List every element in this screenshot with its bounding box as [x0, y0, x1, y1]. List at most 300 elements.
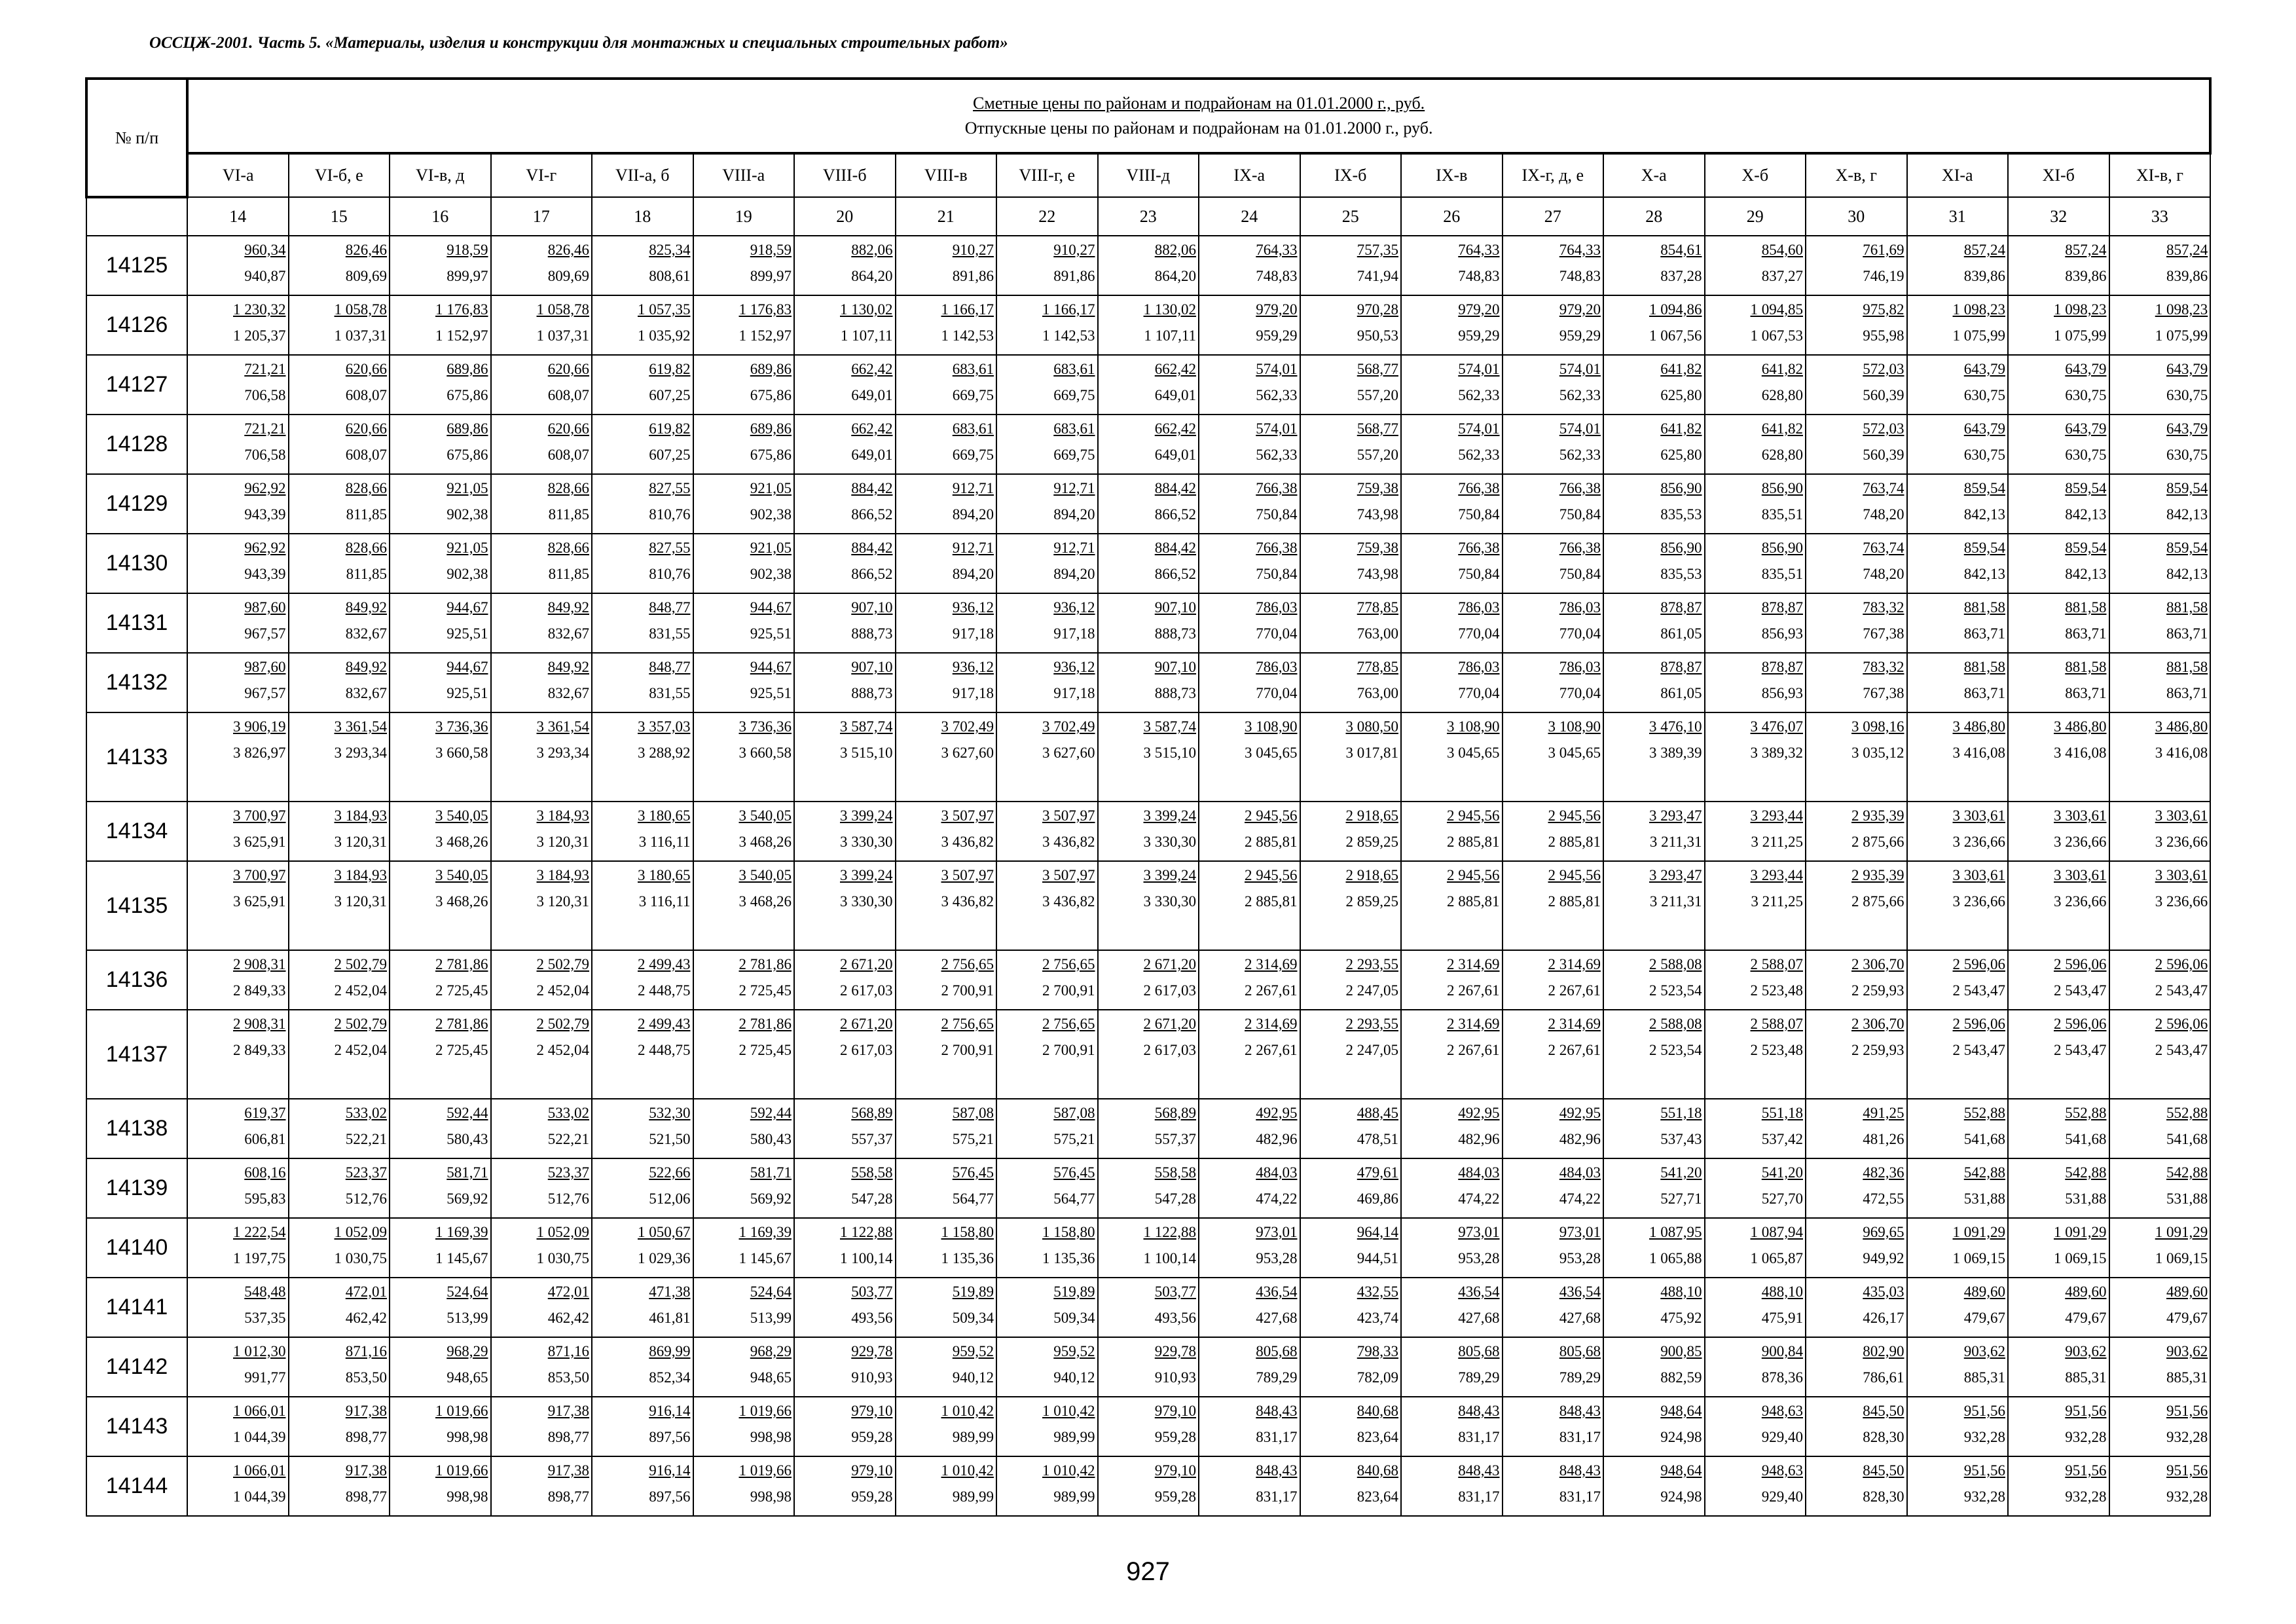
estimated-price: 3 540,05: [738, 867, 792, 883]
estimated-price: 845,50: [1863, 1462, 1904, 1479]
estimated-prices-title: Сметные цены по районам и подрайонам на 01.01.2000 г., руб.: [973, 94, 1425, 113]
price-cell: [2008, 295, 2109, 355]
release-price: 2 725,45: [738, 982, 792, 999]
estimated-price: 869,99: [649, 1343, 691, 1359]
estimated-price: 918,59: [446, 242, 488, 258]
release-price: 562,33: [1256, 387, 1298, 403]
price-cell: [1300, 474, 1402, 534]
release-price: 3 515,10: [1143, 745, 1196, 761]
estimated-price: 2 756,65: [941, 1016, 994, 1032]
estimated-price: 3 700,97: [233, 867, 286, 883]
release-price: 1 065,88: [1649, 1250, 1702, 1266]
table-row: [86, 474, 2210, 534]
row-number: 14138: [86, 1099, 187, 1158]
price-cell: [1300, 534, 1402, 593]
estimated-price: 884,42: [1154, 540, 1196, 556]
estimated-price: 472,01: [547, 1283, 589, 1300]
estimated-price: 848,43: [1458, 1403, 1500, 1419]
price-cell: [1806, 950, 1907, 1010]
column-number: 15: [289, 197, 390, 236]
estimated-price: 936,12: [952, 659, 994, 675]
release-price: 2 885,81: [1548, 893, 1601, 910]
price-cell: [896, 1010, 997, 1099]
release-price: 842,13: [1963, 566, 2005, 582]
estimated-price: 827,55: [649, 480, 691, 496]
row-number-column-header: № п/п: [86, 79, 187, 197]
release-price: 955,98: [1863, 327, 1904, 344]
estimated-price: 1 122,88: [1143, 1224, 1196, 1240]
price-cell: [1806, 355, 1907, 415]
price-cell: [1705, 534, 1806, 593]
estimated-price: 786,03: [1559, 659, 1601, 675]
estimated-price: 917,38: [345, 1462, 387, 1479]
region-header: XI-а: [1907, 153, 2009, 197]
release-price: 1 100,14: [840, 1250, 893, 1266]
estimated-price: 2 935,39: [1851, 807, 1904, 824]
price-cell: [896, 236, 997, 295]
estimated-price: 856,90: [1761, 540, 1803, 556]
estimated-price: 619,82: [649, 420, 691, 437]
price-cell: [187, 653, 289, 712]
release-price: 832,67: [345, 685, 387, 701]
release-price: 770,04: [1559, 625, 1601, 642]
price-cell: [187, 712, 289, 802]
column-number: 33: [2109, 197, 2211, 236]
price-cell: [693, 1158, 795, 1218]
estimated-price: 471,38: [649, 1283, 691, 1300]
table-row: [86, 712, 2210, 802]
release-price: 902,38: [750, 566, 792, 582]
price-cell: [1300, 802, 1402, 861]
price-cell: [996, 1158, 1098, 1218]
price-cell: [1806, 236, 1907, 295]
region-header: IX-а: [1199, 153, 1300, 197]
price-cell: [491, 415, 592, 474]
release-price: 2 267,61: [1548, 1042, 1601, 1058]
estimated-price: 3 293,47: [1649, 867, 1702, 883]
release-price: 474,22: [1256, 1190, 1298, 1207]
estimated-price: 1 230,32: [233, 301, 286, 318]
price-cell: [1199, 534, 1300, 593]
price-cell: [1907, 236, 2009, 295]
price-cell: [996, 1218, 1098, 1278]
release-price: 625,80: [1660, 447, 1702, 463]
estimated-price: 1 098,23: [2155, 301, 2208, 318]
estimated-price: 1 098,23: [1952, 301, 2005, 318]
estimated-price: 2 908,31: [233, 1016, 286, 1032]
estimated-price: 620,66: [345, 361, 387, 377]
estimated-price: 1 066,01: [233, 1462, 286, 1479]
price-cell: [693, 1456, 795, 1516]
price-cell: [1199, 802, 1300, 861]
price-cell: [693, 1218, 795, 1278]
release-price: 474,22: [1458, 1190, 1500, 1207]
price-cell: [390, 415, 491, 474]
release-price: 998,98: [446, 1488, 488, 1505]
price-cell: [592, 861, 693, 950]
estimated-price: 1 019,66: [738, 1462, 792, 1479]
estimated-price: 840,68: [1357, 1403, 1398, 1419]
price-cell: [592, 802, 693, 861]
estimated-price: 3 184,93: [334, 867, 387, 883]
estimated-price: 3 587,74: [840, 718, 893, 735]
estimated-price: 2 314,69: [1548, 1016, 1601, 1032]
estimated-price: 1 010,42: [941, 1403, 994, 1419]
release-price: 3 627,60: [1042, 745, 1095, 761]
estimated-price: 2 596,06: [2054, 956, 2107, 972]
price-cell: [2109, 534, 2211, 593]
price-cell: [491, 1337, 592, 1397]
price-cell: [592, 653, 693, 712]
estimated-price: 488,10: [1660, 1283, 1702, 1300]
estimated-price: 979,20: [1458, 301, 1500, 318]
release-price: 1 075,99: [1952, 327, 2005, 344]
estimated-price: 533,02: [547, 1105, 589, 1121]
release-price: 562,33: [1458, 447, 1500, 463]
estimated-price: 552,88: [2166, 1105, 2208, 1121]
release-price: 675,86: [750, 387, 792, 403]
release-price: 427,68: [1559, 1310, 1601, 1326]
estimated-price: 1 058,78: [536, 301, 589, 318]
estimated-price: 979,10: [851, 1462, 893, 1479]
estimated-price: 849,92: [547, 599, 589, 616]
release-price: 748,83: [1458, 268, 1500, 284]
estimated-price: 3 303,61: [2054, 867, 2107, 883]
price-cell: [1705, 295, 1806, 355]
estimated-price: 592,44: [446, 1105, 488, 1121]
estimated-price: 3 303,61: [2054, 807, 2107, 824]
estimated-price: 859,54: [2065, 540, 2107, 556]
price-cell: [1806, 1218, 1907, 1278]
price-cell: [1098, 1099, 1199, 1158]
release-price: 2 543,47: [1952, 982, 2005, 999]
estimated-price: 859,54: [1963, 480, 2005, 496]
release-price: 560,39: [1863, 447, 1904, 463]
price-cell: [2109, 1456, 2211, 1516]
price-cell: [1300, 355, 1402, 415]
estimated-price: 435,03: [1863, 1283, 1904, 1300]
price-cell: [491, 593, 592, 653]
price-cell: [1503, 474, 1604, 534]
price-cell: [1199, 1099, 1300, 1158]
column-number: 17: [491, 197, 592, 236]
column-number: 32: [2008, 197, 2109, 236]
column-number: 30: [1806, 197, 1907, 236]
estimated-price: 576,45: [1053, 1164, 1095, 1181]
estimated-price: 662,42: [1154, 420, 1196, 437]
release-price: 462,42: [547, 1310, 589, 1326]
price-cell: [896, 1218, 997, 1278]
release-price: 828,30: [1863, 1488, 1904, 1505]
release-price: 493,56: [851, 1310, 893, 1326]
release-price: 1 069,15: [2155, 1250, 2208, 1266]
row-number: 14137: [86, 1010, 187, 1099]
release-price: 989,99: [1053, 1488, 1095, 1505]
estimated-price: 1 169,39: [738, 1224, 792, 1240]
estimated-price: 683,61: [1053, 361, 1095, 377]
release-price: 2 725,45: [738, 1042, 792, 1058]
release-price: 630,75: [1963, 387, 2005, 403]
release-price: 929,40: [1761, 1429, 1803, 1445]
estimated-price: 581,71: [750, 1164, 792, 1181]
estimated-price: 436,54: [1256, 1283, 1298, 1300]
release-price: 608,07: [547, 387, 589, 403]
release-price: 811,85: [548, 506, 589, 523]
release-price: 569,92: [446, 1190, 488, 1207]
price-cell: [1705, 1337, 1806, 1397]
price-cell: [2109, 1099, 2211, 1158]
price-cell: [1806, 802, 1907, 861]
price-cell: [187, 1337, 289, 1397]
estimated-price: 503,77: [1154, 1283, 1196, 1300]
estimated-price: 979,20: [1559, 301, 1601, 318]
estimated-price: 3 303,61: [2155, 807, 2208, 824]
price-cell: [1199, 950, 1300, 1010]
price-cell: [1300, 1337, 1402, 1397]
estimated-price: 620,66: [547, 420, 589, 437]
price-cell: [1503, 1278, 1604, 1337]
release-price: 527,70: [1761, 1190, 1803, 1207]
price-cell: [491, 1010, 592, 1099]
estimated-price: 721,21: [244, 361, 286, 377]
price-cell: [592, 1278, 693, 1337]
estimated-price: 2 671,20: [1143, 1016, 1196, 1032]
estimated-price: 2 945,56: [1447, 807, 1500, 824]
estimated-price: 2 756,65: [1042, 1016, 1095, 1032]
estimated-price: 587,08: [1053, 1105, 1095, 1121]
price-cell: [896, 712, 997, 802]
release-price: 3 416,08: [1952, 745, 2005, 761]
price-cell: [289, 415, 390, 474]
estimated-price: 759,38: [1357, 480, 1398, 496]
estimated-price: 798,33: [1357, 1343, 1398, 1359]
estimated-price: 488,10: [1761, 1283, 1803, 1300]
release-price: 482,96: [1559, 1131, 1601, 1147]
estimated-price: 951,56: [1963, 1403, 2005, 1419]
release-price: 2 448,75: [638, 982, 691, 999]
release-price: 3 416,08: [2054, 745, 2107, 761]
release-price: 917,18: [1053, 625, 1095, 642]
price-cell: [2008, 1099, 2109, 1158]
estimated-price: 856,90: [1660, 480, 1702, 496]
release-price: 863,71: [2065, 625, 2107, 642]
release-price: 811,85: [346, 566, 387, 582]
release-price: 866,52: [851, 566, 893, 582]
price-cell: [390, 1158, 491, 1218]
estimated-price: 979,10: [1154, 1403, 1196, 1419]
release-price: 2 617,03: [840, 1042, 893, 1058]
release-price: 3 330,30: [1143, 893, 1196, 910]
estimated-price: 948,64: [1660, 1403, 1702, 1419]
region-header: VI-г: [491, 153, 592, 197]
estimated-price: 786,03: [1256, 659, 1298, 675]
row-number: 14140: [86, 1218, 187, 1278]
release-price: 917,18: [952, 625, 994, 642]
price-cell: [187, 474, 289, 534]
estimated-price: 436,54: [1458, 1283, 1500, 1300]
price-cell: [390, 1337, 491, 1397]
release-price: 1 145,67: [738, 1250, 792, 1266]
price-cell: [1806, 861, 1907, 950]
estimated-price: 3 361,54: [334, 718, 387, 735]
estimated-price: 3 293,44: [1750, 867, 1803, 883]
release-price: 522,21: [547, 1131, 589, 1147]
estimated-price: 916,14: [649, 1462, 691, 1479]
price-cell: [2109, 1010, 2211, 1099]
release-price: 989,99: [1053, 1429, 1095, 1445]
release-price: 537,35: [244, 1310, 286, 1326]
estimated-price: 878,87: [1660, 599, 1702, 616]
estimated-price: 845,50: [1863, 1403, 1904, 1419]
estimated-price: 878,87: [1660, 659, 1702, 675]
price-cell: [1603, 534, 1705, 593]
estimated-price: 574,01: [1256, 420, 1298, 437]
release-price: 2 259,93: [1851, 982, 1904, 999]
estimated-price: 3 303,61: [1952, 807, 2005, 824]
price-cell: [1199, 295, 1300, 355]
estimated-price: 881,58: [1963, 659, 2005, 675]
release-price: 786,61: [1863, 1369, 1904, 1386]
price-cell: [1806, 1337, 1907, 1397]
release-price: 1 145,67: [435, 1250, 488, 1266]
estimated-price: 3 906,19: [233, 718, 286, 735]
release-price: 831,17: [1458, 1488, 1500, 1505]
price-cell: [390, 593, 491, 653]
estimated-price: 479,61: [1357, 1164, 1398, 1181]
release-price: 3 211,31: [1649, 893, 1702, 910]
estimated-price: 721,21: [244, 420, 286, 437]
release-price: 3 017,81: [1345, 745, 1398, 761]
price-cell: [592, 415, 693, 474]
price-cell: [1806, 1099, 1907, 1158]
release-price: 3 468,26: [738, 834, 792, 850]
price-cell: [491, 1456, 592, 1516]
release-price: 940,12: [952, 1369, 994, 1386]
price-cell: [1907, 653, 2009, 712]
column-number: 31: [1907, 197, 2009, 236]
estimated-price: 2 314,69: [1245, 956, 1298, 972]
price-cell: [794, 1010, 896, 1099]
price-cell: [1098, 802, 1199, 861]
price-cell: [2109, 593, 2211, 653]
table-row: [86, 653, 2210, 712]
column-number: 24: [1199, 197, 1300, 236]
region-header: VII-а, б: [592, 153, 693, 197]
release-price: 569,92: [750, 1190, 792, 1207]
release-price: 3 515,10: [840, 745, 893, 761]
release-price: 943,39: [244, 506, 286, 523]
estimated-price: 542,88: [1963, 1164, 2005, 1181]
release-price: 479,67: [2065, 1310, 2107, 1326]
release-price: 3 468,26: [435, 834, 488, 850]
price-cell: [1907, 1278, 2009, 1337]
release-price: 888,73: [851, 625, 893, 642]
release-price: 628,80: [1761, 447, 1803, 463]
price-cell: [996, 593, 1098, 653]
price-cell: [693, 1278, 795, 1337]
estimated-price: 912,71: [952, 540, 994, 556]
estimated-price: 432,55: [1357, 1283, 1398, 1300]
estimated-price: 968,29: [750, 1343, 792, 1359]
release-price: 770,04: [1559, 685, 1601, 701]
price-cell: [794, 355, 896, 415]
release-price: 839,86: [2166, 268, 2208, 284]
price-cell: [390, 236, 491, 295]
price-cell: [390, 1397, 491, 1456]
price-cell: [2008, 415, 2109, 474]
release-price: 2 885,81: [1245, 834, 1298, 850]
release-price: 1 037,31: [536, 327, 589, 344]
price-cell: [1503, 1218, 1604, 1278]
release-price: 3 236,66: [2155, 893, 2208, 910]
release-price: 3 468,26: [738, 893, 792, 910]
release-price: 1 035,92: [638, 327, 691, 344]
release-price: 750,84: [1458, 506, 1500, 523]
price-cell: [1503, 1099, 1604, 1158]
row-number: 14129: [86, 474, 187, 534]
price-cell: [1098, 1278, 1199, 1337]
estimated-price: 1 158,80: [1042, 1224, 1095, 1240]
price-cell: [1401, 712, 1503, 802]
estimated-price: 2 499,43: [638, 1016, 691, 1032]
estimated-price: 3 399,24: [840, 867, 893, 883]
release-price: 2 885,81: [1447, 893, 1500, 910]
release-price: 537,42: [1761, 1131, 1803, 1147]
release-price: 557,20: [1357, 447, 1398, 463]
estimated-price: 848,77: [649, 659, 691, 675]
price-cell: [794, 712, 896, 802]
price-cell: [1806, 1010, 1907, 1099]
release-price: 595,83: [244, 1190, 286, 1207]
price-cell: [693, 1397, 795, 1456]
release-price: 479,67: [2166, 1310, 2208, 1326]
price-cell: [1503, 950, 1604, 1010]
price-cell: [1300, 1456, 1402, 1516]
release-price: 580,43: [750, 1131, 792, 1147]
price-cell: [1300, 1099, 1402, 1158]
release-price: 882,59: [1660, 1369, 1702, 1386]
estimated-price: 987,60: [244, 599, 286, 616]
release-price: 2 700,91: [941, 1042, 994, 1058]
release-price: 902,38: [446, 506, 488, 523]
price-cell: [1098, 1218, 1199, 1278]
estimated-price: 541,20: [1660, 1164, 1702, 1181]
column-number: 20: [794, 197, 896, 236]
estimated-price: 2 945,56: [1245, 807, 1298, 824]
release-price: 989,99: [952, 1429, 994, 1445]
price-cell: [390, 861, 491, 950]
price-cell: [2008, 1158, 2109, 1218]
price-cell: [1907, 1337, 2009, 1397]
estimated-price: 552,88: [1963, 1105, 2005, 1121]
column-number: 18: [592, 197, 693, 236]
price-cell: [390, 355, 491, 415]
release-price: 3 330,30: [1143, 834, 1196, 850]
table-row: [86, 1337, 2210, 1397]
estimated-price: 643,79: [2166, 420, 2208, 437]
release-price: 2 247,05: [1345, 982, 1398, 999]
estimated-price: 574,01: [1458, 420, 1500, 437]
estimated-price: 759,38: [1357, 540, 1398, 556]
estimated-price: 960,34: [244, 242, 286, 258]
estimated-price: 683,61: [952, 420, 994, 437]
release-price: 3 625,91: [233, 834, 286, 850]
estimated-price: 878,87: [1761, 659, 1803, 675]
estimated-price: 1 169,39: [435, 1224, 488, 1240]
estimated-price: 859,54: [1963, 540, 2005, 556]
release-price: 2 543,47: [2054, 1042, 2107, 1058]
price-cell: [1806, 712, 1907, 802]
